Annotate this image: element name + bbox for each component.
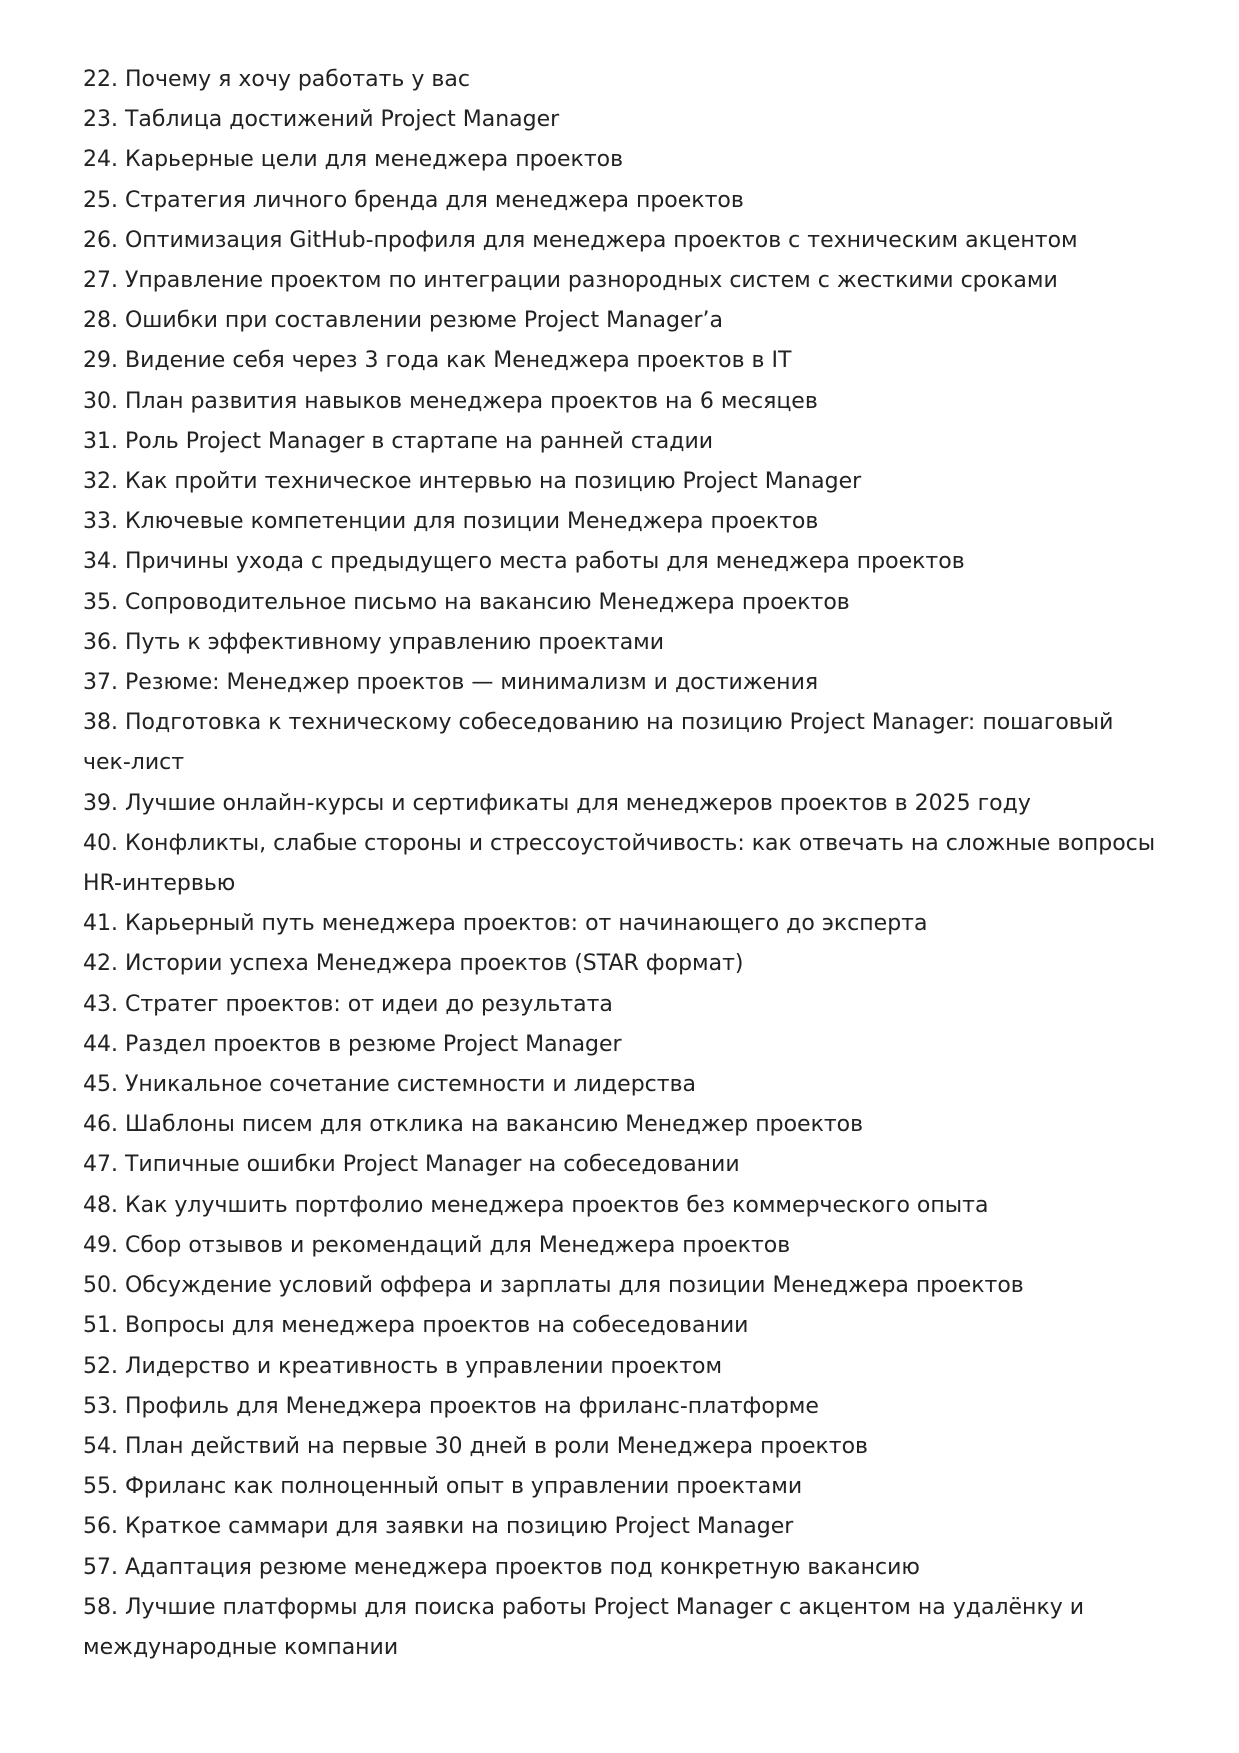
list-item: 46. Шаблоны писем для отклика на вакансию Менеджер проектов — [83, 1112, 864, 1138]
list-item: 58. Лучшие платформы для поиска работы Project Manager с акцентом на удалёнку и международные компании — [83, 1594, 1085, 1660]
list-item: 27. Управление проектом по интеграции разнородных систем с жесткими сроками — [83, 268, 1058, 294]
topic-list — [83, 60, 1163, 1668]
list-item: 40. Конфликты, слабые стороны и стрессоустойчивость: как отвечать на сложные вопросы HR-интервью — [83, 830, 1156, 897]
list-item: 28. Ошибки при составлении резюме Project Manager’а — [83, 308, 724, 334]
list-item: 30. План развития навыков менеджера проектов на 6 месяцев — [83, 388, 818, 414]
list-item: 25. Стратегия личного бренда для менеджера проектов — [83, 187, 744, 213]
list-item: 22. Почему я хочу работать у вас — [83, 67, 470, 92]
list-item: 23. Таблица достижений Project Manager — [83, 107, 560, 133]
list-item: 56. Краткое саммари для заявки на позицию Project Manager — [83, 1514, 794, 1540]
list-item: 39. Лучшие онлайн-курсы и сертификаты для менеджеров проектов в 2025 году — [83, 790, 1031, 816]
list-item: 42. Истории успеха Менеджера проектов (STAR формат) — [83, 951, 744, 977]
list-item: 47. Типичные ошибки Project Manager на собеседовании — [83, 1152, 740, 1178]
list-item: 33. Ключевые компетенции для позиции Менеджера проектов — [83, 509, 819, 535]
list-item: 54. План действий на первые 30 дней в роли Менеджера проектов — [83, 1433, 869, 1459]
list-item: 37. Резюме: Менеджер проектов — минимализм и достижения — [83, 670, 819, 696]
list-item: 35. Сопроводительное письмо на вакансию Менеджера проектов — [83, 589, 850, 615]
list-item: 38. Подготовка к техническому собеседованию на позицию Project Manager: пошаговый чек-лист — [83, 710, 1114, 776]
list-item: 36. Путь к эффективному управлению проектами — [83, 629, 665, 655]
list-item: 49. Сбор отзывов и рекомендаций для Менеджера проектов — [83, 1232, 791, 1258]
list-item: 26. Оптимизация GitHub-профиля для менеджера проектов с техническим акцентом — [83, 227, 1078, 253]
list-item: 53. Профиль для Менеджера проектов на фриланс-платформе — [83, 1393, 819, 1419]
list-item: 50. Обсуждение условий оффера и зарплаты для позиции Менеджера проектов — [83, 1273, 1024, 1299]
list-item: 24. Карьерные цели для менеджера проектов — [83, 147, 624, 173]
list-item: 31. Роль Project Manager в стартапе на ранней стадии — [83, 428, 714, 454]
list-item: 45. Уникальное сочетание системности и лидерства — [83, 1072, 697, 1098]
list-item: 55. Фриланс как полноценный опыт в управлении проектами — [83, 1474, 803, 1500]
document-page — [83, 60, 1163, 1668]
list-item: 57. Адаптация резюме менеджера проектов под конкретную вакансию — [83, 1554, 920, 1580]
list-item: 43. Стратег проектов: от идеи до результата — [83, 991, 613, 1017]
list-item: 32. Как пройти техническое интервью на позицию Project Manager — [83, 469, 862, 495]
list-item: 41. Карьерный путь менеджера проектов: от начинающего до эксперта — [83, 911, 928, 937]
list-item: 44. Раздел проектов в резюме Project Manager — [83, 1031, 622, 1057]
list-item: 34. Причины ухода с предыдущего места работы для менеджера проектов — [83, 549, 965, 575]
list-item: 48. Как улучшить портфолио менеджера проектов без коммерческого опыта — [83, 1192, 989, 1218]
list-item: 51. Вопросы для менеджера проектов на собеседовании — [83, 1313, 749, 1339]
list-item: 52. Лидерство и креативность в управлении проектом — [83, 1353, 723, 1379]
list-item: 29. Видение себя через 3 года как Менеджера проектов в IT — [83, 348, 792, 374]
